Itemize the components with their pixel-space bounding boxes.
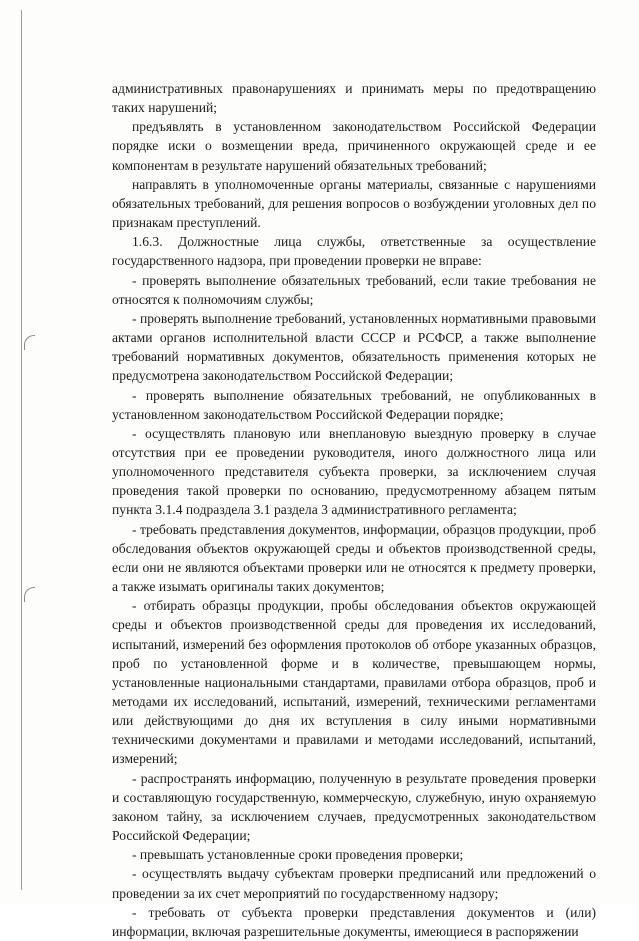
paragraph: - проверять выполнение требований, установленных нормативными правовыми актами органов исполнительной власти СССР и РСФСР, а также выполнение требований нормативных документов, обязательность применения которых не предусмотрена законодательством Российской Федерации; — [112, 310, 596, 384]
paragraph: - отбирать образцы продукции, пробы обследования объектов окружающей среды и объектов производственной среды для проведения их исследований, испытаний, измерений без оформления протоколов об отборе указанных образцов, проб по установленной форме и в количестве, превышающем нормы, установленные национальными стандартами, правилами отбора образцов, проб и методами их исследований, испытаний, измерений, техническими регламентами или действующими до дня их вступления в силу иными нормативными техническими документами и правилами и методами исследований, испытаний, измерений; — [112, 598, 596, 767]
paragraph: административных правонарушениях и принимать меры по предотвращению таких нарушений; — [112, 81, 596, 116]
binding-edge-line — [21, 10, 22, 890]
document-text — [112, 79, 596, 941]
paragraph: - осуществлять плановую или внеплановую выездную проверку в случае отсутствия при ее проведении руководителя, иного должностного лица или уполномоченного представителя субъекта проверки, за исключением случая проведения такой проверки по основанию, предусмотренному абзацем пятым пункта 3.1.4 подраздела 3.1 раздела 3 административного регламента; — [112, 425, 596, 518]
paragraph: - распространять информацию, полученную в результате проведения проверки и составляющую государственную, коммерческую, служебную, иную охраняемую законом тайну, за исключением случаев, предусмотренных законодательством Российской Федерации; — [112, 770, 596, 844]
paragraph: предъявлять в установленном законодательством Российской Федерации порядке иски о возмещении вреда, причиненного окружающей среде и ее компонентам в результате нарушений обязательных требований; — [112, 119, 596, 173]
paragraph: - проверять выполнение обязательных требований, если такие требования не относятся к полномочиям службы; — [112, 272, 596, 307]
binding-hole-mark — [24, 587, 35, 602]
paragraph: - превышать установленные сроки проведения проверки; — [132, 847, 464, 863]
paragraph: - требовать представления документов, информации, образцов продукции, проб обследования объектов окружающей среды и объектов производственной среды, если они не являются объектами проверки или не относятся к предмету проверки, а также изымать оригиналы таких документов; — [112, 521, 596, 595]
binding-hole-mark — [24, 335, 35, 350]
paragraph: - осуществлять выдачу субъектам проверки предписаний или предложений о проведении за их счет мероприятий по государственному надзору; — [112, 866, 596, 901]
paragraph: 1.6.3. Должностные лица службы, ответственные за осуществление государственного надзора, при проведении проверки не вправе: — [112, 234, 596, 269]
paragraph: - проверять выполнение обязательных требований, не опубликованных в установленном законодательством Российской Федерации порядке; — [112, 387, 596, 422]
paragraph: - требовать от субъекта проверки представления документов и (или) информации, включая разрешительные документы, имеющиеся в распоряжении — [112, 904, 596, 939]
paragraph: направлять в уполномоченные органы материалы, связанные с нарушениями обязательных требований, для решения вопросов о возбуждении уголовных дел по признакам преступлений. — [112, 176, 596, 231]
